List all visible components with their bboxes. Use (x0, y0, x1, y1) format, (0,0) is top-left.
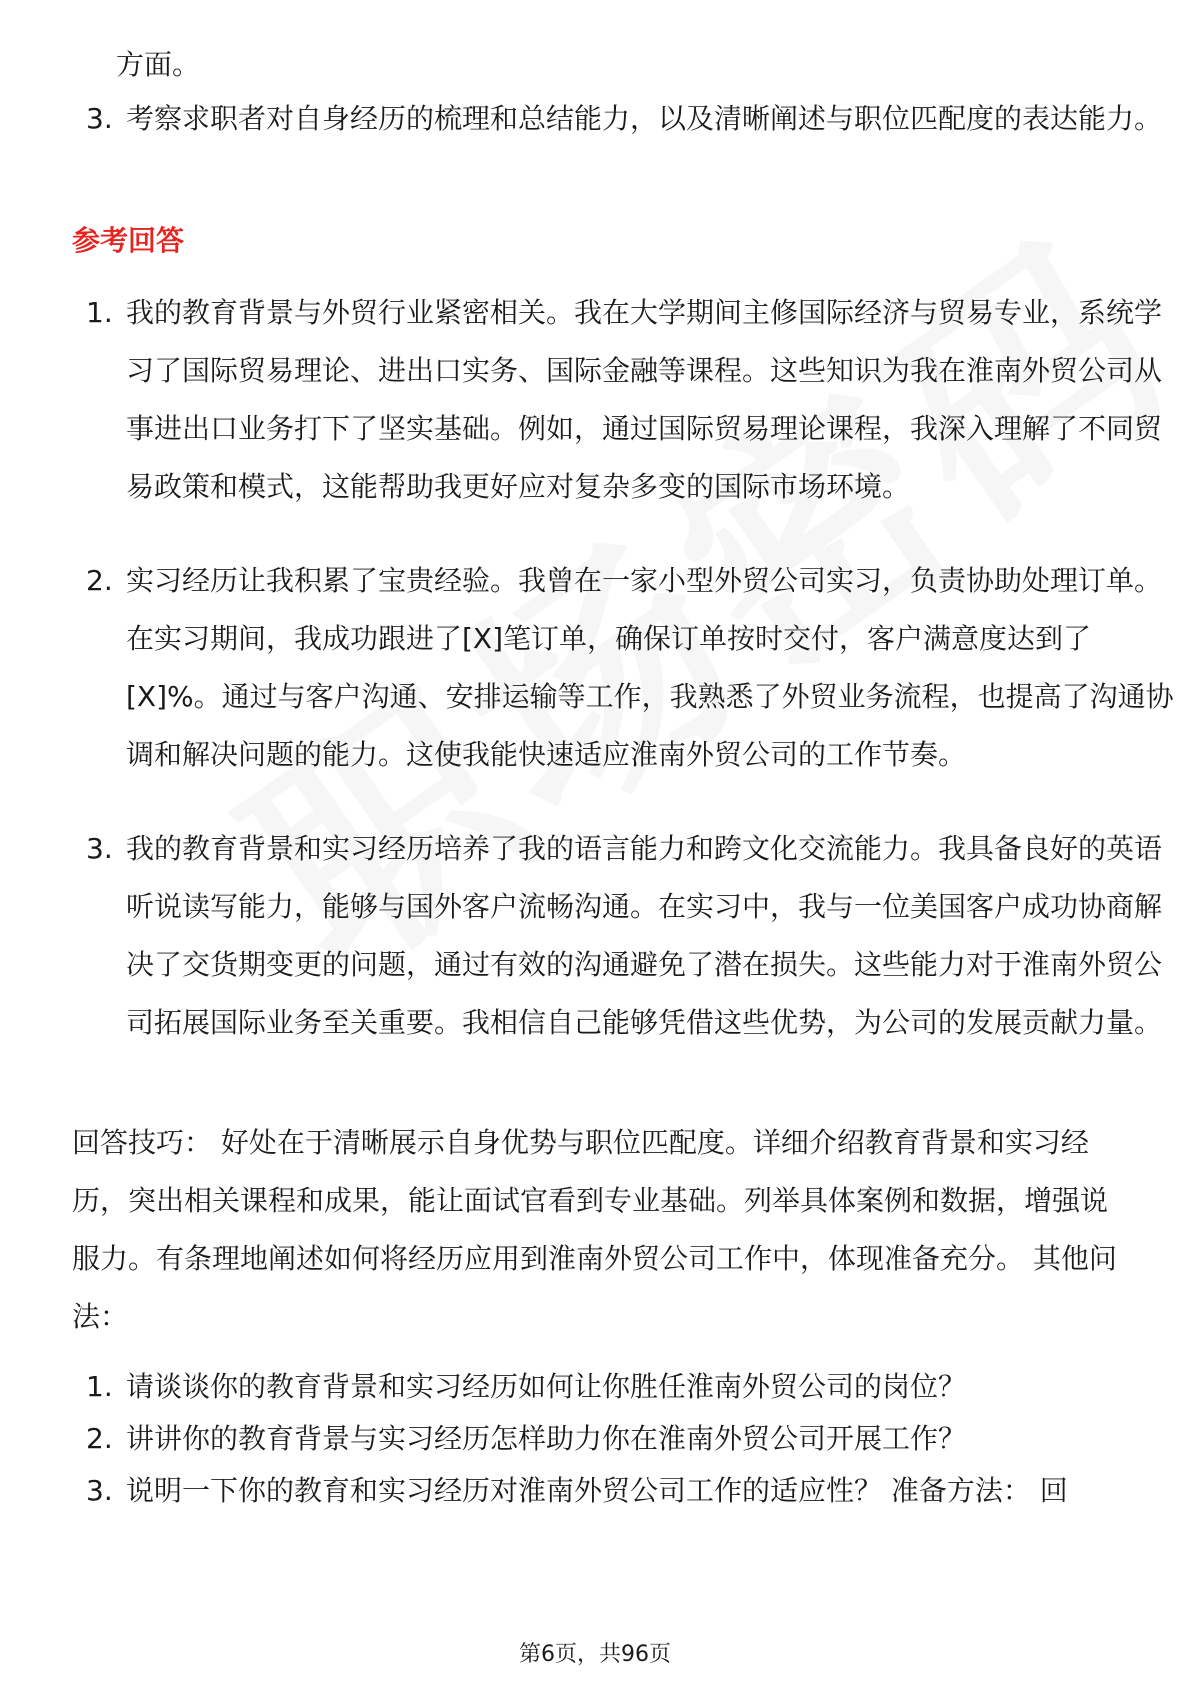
list-number: 1. (86, 1370, 113, 1403)
answer-item-2 (72, 552, 1174, 784)
list-text: 考察求职者对自身经历的梳理和总结能力，以及清晰阐述与职位匹配度的表达能力。 (126, 102, 1163, 135)
list-text: 我的教育背景和实习经历培养了我的语言能力和跨文化交流能力。我具备良好的英语听说读写能力，能够与国外客户流畅沟通。在实习中，我与一位美国客户成功协商解决了交货期变更的问题，通过有效的沟通避免了潜在损失。这些能力对于淮南外贸公司拓展国际业务至关重要。我相信自己能够凭借这些优势，为公司的发展贡献力量。 (126, 832, 1163, 1039)
top-fragment: 方面。 (116, 48, 201, 81)
other-question-3 (72, 1462, 1132, 1520)
answer-tips: 回答技巧： 好处在于清晰展示自身优势与职位匹配度。详细介绍教育背景和实习经历，突出相关课程和成果，能让面试官看到专业基础。列举具体案例和数据，增强说服力。有条理地阐述如何将经历应用到淮南外贸公司工作中，体现准备充分。 其他问法： (72, 1126, 1117, 1333)
intent-item-3 (72, 90, 1163, 148)
list-number: 1. (86, 296, 113, 329)
list-number: 2. (86, 564, 113, 597)
page-footer: 第6页，共96页 (519, 1642, 671, 1667)
other-question-1 (72, 1358, 1132, 1416)
list-number: 3. (86, 1474, 113, 1507)
list-text: 实习经历让我积累了宝贵经验。我曾在一家小型外贸公司实习，负责协助处理订单。在实习期间，我成功跟进了[X]笔订单，确保订单按时交付，客户满意度达到了[X]%。通过与客户沟通、安排运输等工作，我熟悉了外贸业务流程，也提高了沟通协调和解决问题的能力。这使我能快速适应淮南外贸公司的工作节奏。 (126, 564, 1174, 771)
answer-item-3 (72, 820, 1163, 1052)
section-title-reference: 参考回答 (72, 224, 185, 257)
list-text: 说明一下你的教育和实习经历对淮南外贸公司工作的适应性？ 准备方法： 回 (126, 1474, 1068, 1507)
list-text: 我的教育背景与外贸行业紧密相关。我在大学期间主修国际经济与贸易专业，系统学习了国际贸易理论、进出口实务、国际金融等课程。这些知识为我在淮南外贸公司从事进出口业务打下了坚实基础。例如，通过国际贸易理论课程，我深入理解了不同贸易政策和模式，这能帮助我更好应对复杂多变的国际市场环境。 (126, 296, 1163, 503)
list-number: 3. (86, 102, 113, 135)
list-number: 2. (86, 1422, 113, 1455)
list-text: 请谈谈你的教育背景和实习经历如何让你胜任淮南外贸公司的岗位？ (126, 1370, 967, 1403)
other-question-2 (72, 1410, 1132, 1468)
list-number: 3. (86, 832, 113, 865)
list-text: 讲讲你的教育背景与实习经历怎样助力你在淮南外贸公司开展工作？ (126, 1422, 967, 1455)
answer-item-1 (72, 284, 1163, 516)
